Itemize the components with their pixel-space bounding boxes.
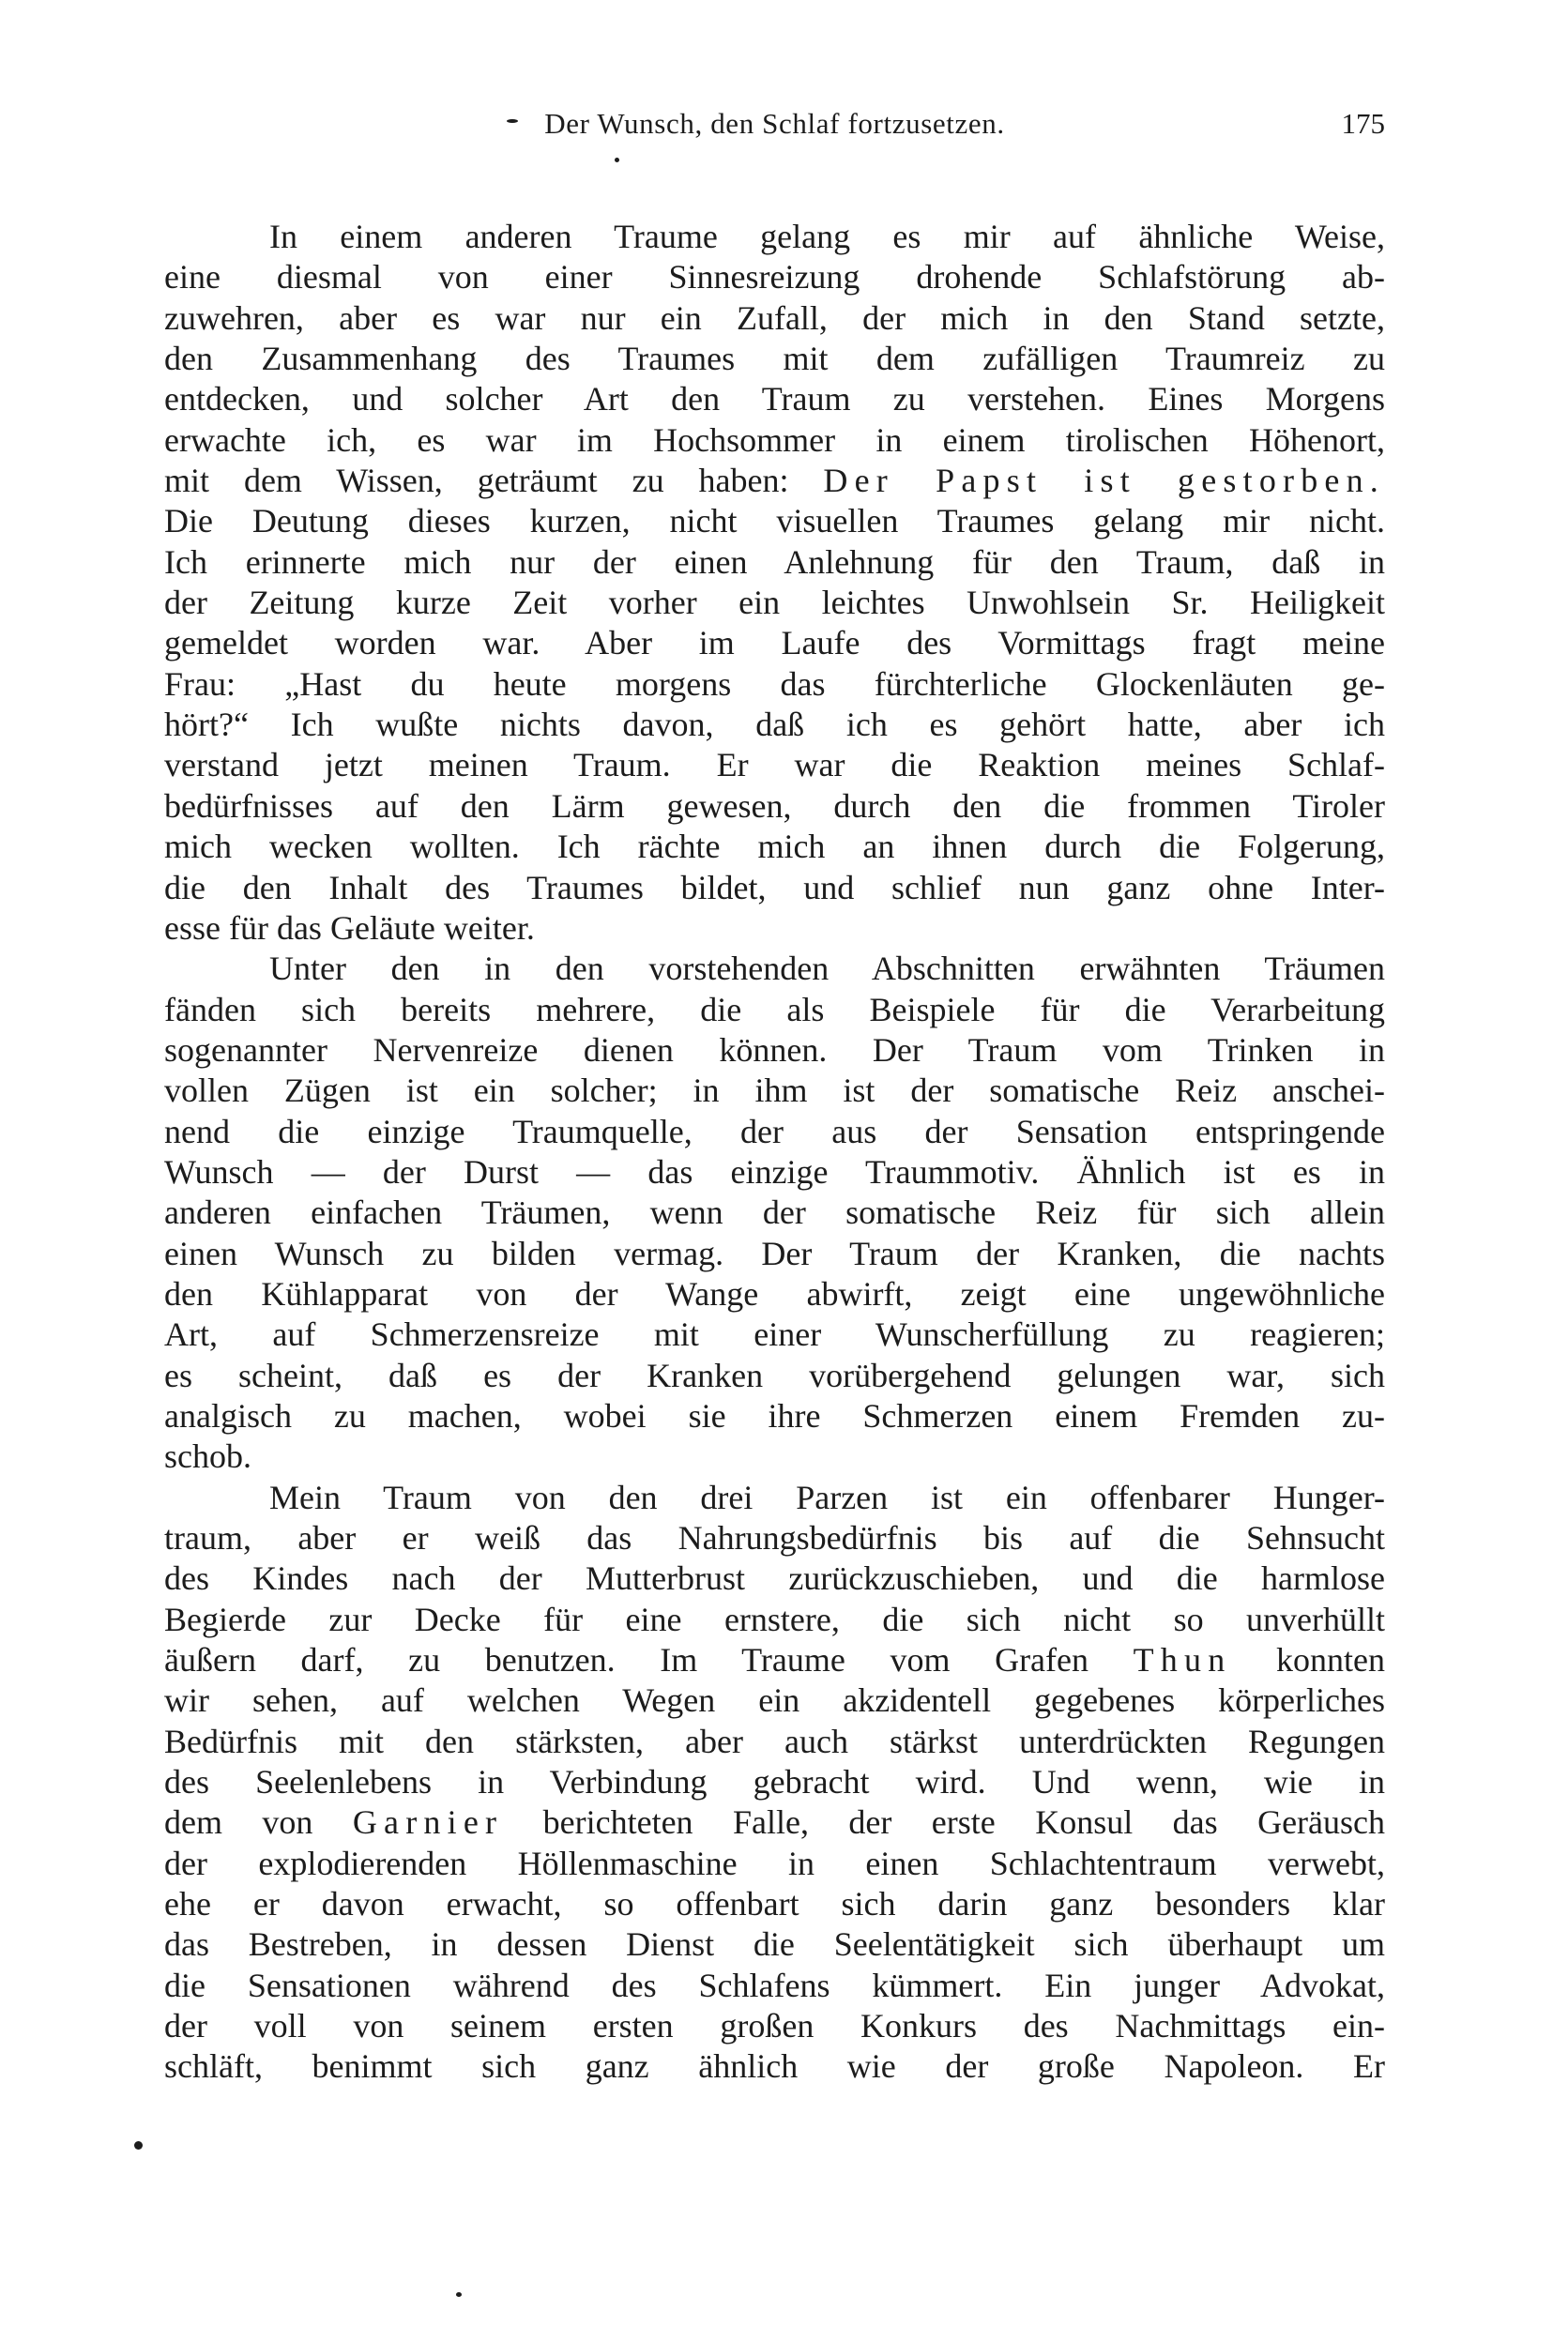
- text-line: [164, 1193, 1385, 1233]
- text-line: [164, 1966, 1385, 2006]
- text-segment: berichteten Falle, der erste Konsul das Geräusch: [503, 1803, 1385, 1842]
- text-line: [164, 1437, 1385, 1477]
- ink-speck: [507, 119, 518, 123]
- text-line: [164, 339, 1385, 379]
- text-segment: einen Wunsch zu bilden vermag. Der Traum der Kranken, die nachts: [164, 1234, 1385, 1272]
- text-line: [164, 583, 1385, 623]
- text-segment: anderen einfachen Träumen, wenn der somatische Reiz für sich allein: [164, 1193, 1385, 1232]
- text-segment: bedürfnisses auf den Lärm gewesen, durch den die frommen Tiroler: [164, 786, 1385, 825]
- text-line: [164, 908, 1385, 949]
- emphasized-text: Garnier: [352, 1803, 504, 1842]
- ink-speck: [134, 2141, 143, 2150]
- text-segment: wir sehen, auf welchen Wegen ein akzidentell gegebenes körperliches: [164, 1681, 1385, 1720]
- text-line: [164, 420, 1385, 461]
- text-line: [164, 1722, 1385, 1762]
- text-segment: analgisch zu machen, wobei sie ihre Schmerzen einem Fremden zu-: [164, 1396, 1385, 1435]
- text-segment: erwachte ich, es war im Hochsommer in einem tirolischen Höhenort,: [164, 420, 1385, 459]
- text-line: [164, 1640, 1385, 1680]
- text-line: [164, 786, 1385, 827]
- text-segment: konnten: [1231, 1641, 1385, 1680]
- text-segment: Bedürfnis mit den stärksten, aber auch stärkst unterdrückten Regungen: [164, 1722, 1385, 1760]
- text-line: [164, 664, 1385, 705]
- text-segment: Art, auf Schmerzensreize mit einer Wunscherfüllung zu reagieren;: [164, 1315, 1385, 1354]
- text-segment: schläft, benimmt sich ganz ähnlich wie der große Napoleon. Er: [164, 2047, 1385, 2086]
- text-line: [164, 2006, 1385, 2046]
- text-line: [164, 1478, 1385, 1518]
- text-segment: mit dem Wissen, geträumt zu haben:: [164, 462, 824, 500]
- text-segment: Ich erinnerte mich nur der einen Anlehnung für den Traum, daß in: [164, 542, 1385, 581]
- text-segment: sogenannter Nervenreize dienen können. Der Traum vom Trinken in: [164, 1030, 1385, 1069]
- text-segment: nend die einzige Traumquelle, der aus der Sensation entspringende: [164, 1112, 1385, 1150]
- text-line: [164, 1802, 1385, 1843]
- text-line: [164, 949, 1385, 989]
- text-line: [164, 705, 1385, 745]
- text-segment: esse für das Geläute weiter.: [164, 908, 535, 947]
- running-title: Der Wunsch, den Schlaf fortzusetzen.: [544, 107, 1005, 140]
- text-segment: des Kindes nach der Mutterbrust zurückzuschieben, und die harmlose: [164, 1559, 1385, 1598]
- text-line: [164, 257, 1385, 297]
- text-segment: Mein Traum von den drei Parzen ist ein offenbarer Hunger-: [269, 1478, 1385, 1516]
- page-number: 175: [1341, 107, 1385, 140]
- text-line: [164, 1071, 1385, 1111]
- text-line: [164, 379, 1385, 419]
- text-line: [164, 2046, 1385, 2087]
- text-segment: den Kühlapparat von der Wange abwirft, zeigt eine ungewöhnliche: [164, 1274, 1385, 1313]
- text-segment: die Sensationen während des Schlafens kümmert. Ein junger Advokat,: [164, 1966, 1385, 2004]
- text-segment: mich wecken wollten. Ich rächte mich an ihnen durch die Folgerung,: [164, 828, 1385, 866]
- text-segment: dem von: [164, 1803, 353, 1842]
- text-line: [164, 1600, 1385, 1640]
- emphasized-text: Thun: [1133, 1641, 1232, 1680]
- text-segment: fänden sich bereits mehrere, die als Beispiele für die Verarbeitung: [164, 990, 1385, 1028]
- text-line: [164, 868, 1385, 908]
- text-segment: den Zusammenhang des Traumes mit dem zufälligen Traumreiz zu: [164, 340, 1385, 378]
- text-line: [164, 501, 1385, 541]
- text-line: [164, 217, 1385, 257]
- text-segment: der explodierenden Höllenmaschine in einen Schlachtentraum verwebt,: [164, 1844, 1385, 1882]
- text-line: [164, 1030, 1385, 1071]
- text-segment: Unter den in den vorstehenden Abschnitten erwähnten Träumen: [269, 950, 1385, 988]
- text-segment: es scheint, daß es der Kranken vorübergehend gelungen war, sich: [164, 1356, 1385, 1394]
- text-line: [164, 623, 1385, 663]
- ink-speck: [615, 158, 619, 162]
- text-segment: die den Inhalt des Traumes bildet, und schlief nun ganz ohne Inter-: [164, 868, 1385, 906]
- text-segment: des Seelenlebens in Verbindung gebracht wird. Und wenn, wie in: [164, 1763, 1385, 1802]
- text-line: [164, 1844, 1385, 1884]
- text-line: [164, 1680, 1385, 1721]
- text-line: [164, 1924, 1385, 1965]
- text-line: [164, 1315, 1385, 1355]
- text-segment: hört?“ Ich wußte nichts davon, daß ich es gehört hatte, aber ich: [164, 706, 1385, 744]
- text-segment: Frau: „Hast du heute morgens das fürchterliche Glockenläuten ge-: [164, 664, 1385, 703]
- text-line: [164, 1558, 1385, 1599]
- text-segment: vollen Zügen ist ein solcher; in ihm ist der somatische Reiz anschei-: [164, 1072, 1385, 1110]
- text-line: [164, 1884, 1385, 1924]
- text-line: [164, 1762, 1385, 1802]
- text-line: [164, 1234, 1385, 1274]
- text-segment: entdecken, und solcher Art den Traum zu verstehen. Eines Morgens: [164, 380, 1385, 418]
- text-segment: der voll von seinem ersten großen Konkurs des Nachmittags ein-: [164, 2007, 1385, 2045]
- text-segment: eine diesmal von einer Sinnesreizung drohende Schlafstörung ab-: [164, 258, 1385, 296]
- text-line: [164, 745, 1385, 785]
- text-line: [164, 542, 1385, 583]
- text-segment: traum, aber er weiß das Nahrungsbedürfnis bis auf die Sehnsucht: [164, 1519, 1385, 1557]
- text-line: [164, 1518, 1385, 1558]
- text-segment: Die Deutung dieses kurzen, nicht visuellen Traumes gelang mir nicht.: [164, 502, 1385, 540]
- text-line: [164, 1274, 1385, 1315]
- text-segment: zuwehren, aber es war nur ein Zufall, der mich in den Stand setzte,: [164, 298, 1385, 337]
- text-segment: äußern darf, zu benutzen. Im Traume vom Grafen: [164, 1641, 1134, 1680]
- text-line: [164, 298, 1385, 339]
- ink-speck: [456, 2292, 462, 2297]
- text-body: [164, 217, 1385, 2088]
- text-segment: gemeldet worden war. Aber im Laufe des Vormittags fragt meine: [164, 624, 1385, 662]
- text-line: [164, 1152, 1385, 1193]
- emphasized-text: Der Papst ist gestorben.: [823, 462, 1385, 500]
- text-line: [164, 827, 1385, 867]
- text-segment: der Zeitung kurze Zeit vorher ein leichtes Unwohlsein Sr. Heiligkeit: [164, 584, 1385, 622]
- page-header: [164, 105, 1385, 146]
- text-segment: In einem anderen Traume gelang es mir auf ähnliche Weise,: [269, 218, 1385, 255]
- text-segment: Begierde zur Decke für eine ernstere, die sich nicht so unverhüllt: [164, 1600, 1385, 1638]
- text-line: [164, 990, 1385, 1030]
- text-segment: ehe er davon erwacht, so offenbart sich darin ganz besonders klar: [164, 1885, 1385, 1923]
- text-line: [164, 461, 1385, 501]
- text-line: [164, 1356, 1385, 1396]
- text-line: [164, 1112, 1385, 1152]
- text-segment: das Bestreben, in dessen Dienst die Seelentätigkeit sich überhaupt um: [164, 1925, 1385, 1964]
- text-segment: Wunsch — der Durst — das einzige Traummotiv. Ähnlich ist es in: [164, 1152, 1385, 1191]
- text-segment: schob.: [164, 1437, 251, 1476]
- text-line: [164, 1396, 1385, 1437]
- text-segment: verstand jetzt meinen Traum. Er war die Reaktion meines Schlaf-: [164, 746, 1385, 784]
